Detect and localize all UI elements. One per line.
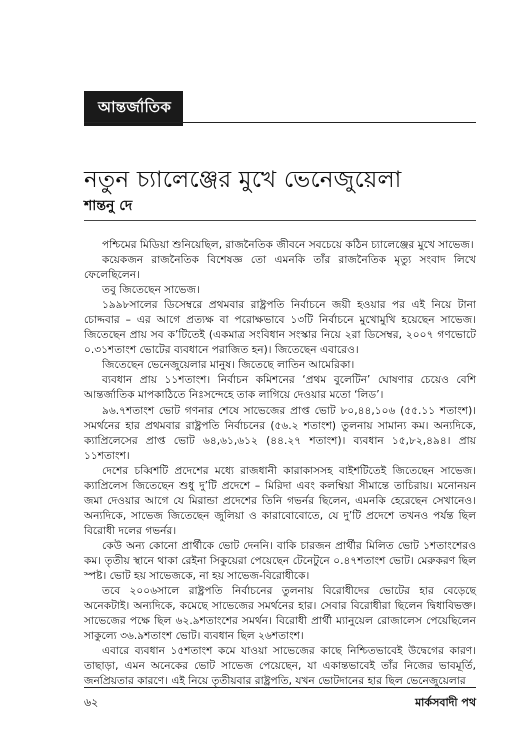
paragraph: দেশের চব্বিশটি প্রদেশের মধ্যে রাজধানী কারাকাসসহ বাইশটিতেই জিতেছেন সাভেজ। ক্যাপ্রিলেস জিতেছেন শুধু দু’টি প্রদেশে – মিরিদা এবং কলম্বিয়া সীমান্তে তাচিরায়। মনোনয়ন জমা দেওয়ার আগে যে মিরান্ডা প্রদেশের তিনি গভর্নর ছিলেন, এমনকি হেরেছেন সেখানেও। অন্যদিকে, সাভেজ জিতেছেন জুলিয়া ও কারাবোবোতে, যে দু’টি প্রদেশে তখনও পর্যন্ত ছিল বিরোধী দলের গভর্নর। (84, 464, 476, 537)
top-rule (84, 122, 476, 123)
section-label: আন্তর্জাতিক (84, 91, 183, 126)
journal-name: মার্কসবাদী পথ (415, 696, 476, 709)
paragraph: তবু জিতেছেন সাভেজ। (102, 284, 200, 297)
paragraph: কয়েকজন রাজনৈতিক বিশেষজ্ঞ তো এমনকি তাঁর রাজনৈতিক মৃত্যু সংবাদ লিখে ফেলেছিলেন। (84, 254, 476, 282)
paragraph: জিতেছেন ভেনেজুয়েলার মানুষ। জিতেছে লাতিন আমেরিকা। (102, 359, 355, 372)
article-body (84, 238, 476, 689)
paragraph: ৯৬.৭শতাংশ ভোট গণনার শেষে সাভেজের প্রাপ্ত ভোট ৮০,৪৪,১০৬ (৫৫.১১ শতাংশ)। সমর্থনের হার প্রথমবার রাষ্ট্রপতি নির্বাচনের (৫৬.২ শতাংশ) তুলনায় সামান্য কম। অন্যদিকে, ক্যাপ্রিলেসের প্রাপ্ত ভোট ৬৪,৬১,৬১২ (৪৪.২৭ শতাংশ)। ব্যবধান ১৫,৮২,৪৯৪। প্রায় ১১শতাংশ। (84, 404, 476, 462)
footer-rule (84, 687, 476, 688)
title-rule (84, 220, 476, 221)
paragraph: তবে ২০০৬সালে রাষ্ট্রপতি নির্বাচনের তুলনায় বিরোধীদের ভোটের হার বেড়েছে অনেকটাই। অন্যদিকে, কমেছে সাভেজের সমর্থনের হার। সেবার বিরোধীরা ছিলেন দ্বিধাবিভক্ত। সাভেজের পক্ষে ছিল ৬২.৯শতাংশের সমর্থন। বিরোধী প্রার্থী ম্যানুয়েল রোজালেস পেয়েছিলেন সাকুল্যে ৩৬.৯শতাংশ ভোট। ব্যবধান ছিল ২৬শতাংশ। (84, 585, 476, 643)
paragraph: ব্যবধান প্রায় ১১শতাংশ। নির্বাচন কমিশনের ‘প্রথম বুলেটিন’ ঘোষণার চেয়েও বেশি আন্তর্জাতিক মাপকাঠিতে নিঃসন্দেহে তাক লাগিয়ে দেওয়ার মতো ‘লিড’। (84, 374, 476, 402)
author-name: শান্তনু দে (84, 198, 133, 214)
article-title: নতুন চ্যালেঞ্জের মুখে ভেনেজুয়েলা (84, 167, 402, 194)
paragraph: পশ্চিমের মিডিয়া শুনিয়েছিল, রাজনৈতিক জীবনে সবচেয়ে কঠিন চ্যালেঞ্জের মুখে সাভেজ। (102, 239, 474, 251)
paragraph: এবারে ব্যবধান ১৫শতাংশ কমে যাওয়া সাভেজের কাছে নিশ্চিতভাবেই উদ্বেগের কারণ। তাছাড়া, এমন অনেকের ভোট সাভেজ পেয়েছেন, যা একান্তভাবেই তাঁর নিজের ভাবমূর্তি, জনপ্রিয়তার কারণে। এই নিয়ে তৃতীয়বার রাষ্ট্রপতি, যখন ভোটদানের হার ছিল ভেনেজুয়েলার (84, 645, 476, 688)
paragraph: ১৯৯৮সালের ডিসেম্বরে প্রথমবার রাষ্ট্রপতি নির্বাচনে জয়ী হওয়ার পর এই নিয়ে টানা চোদ্দবার – এর আগে প্রত্যক্ষ বা পরোক্ষভাবে ১৩টি নির্বাচনে মুখোমুখি হয়েছেন সাভেজ। জিতেছেন প্রায় সব ক’টিতেই (একমাত্র সংবিধান সংস্কার নিয়ে ২রা ডিসেম্বর, ২০০৭ গণভোটে ০.৩১শতাংশ ভোটের ব্যবধানে পরাজিত হন)। জিতেছেন এবারেও। (84, 299, 476, 357)
page-number: ৬২ (84, 696, 99, 709)
paragraph: কেউ অন্য কোনো প্রার্থীকে ভোট দেননি। বাকি চারজন প্রার্থীর মিলিত ভোট ১শতাংশেরও কম। তৃতীয় স্থানে থাকা রেইনা সিকুয়েরা পেয়েছেন টেনেটুনে ০.৪৭শতাংশ ভোট। মেরুকরণ ছিল স্পষ্ট। ভোট হয় সাভেজকে, না হয় সাভেজ-বিরোধীকে। (84, 539, 476, 583)
